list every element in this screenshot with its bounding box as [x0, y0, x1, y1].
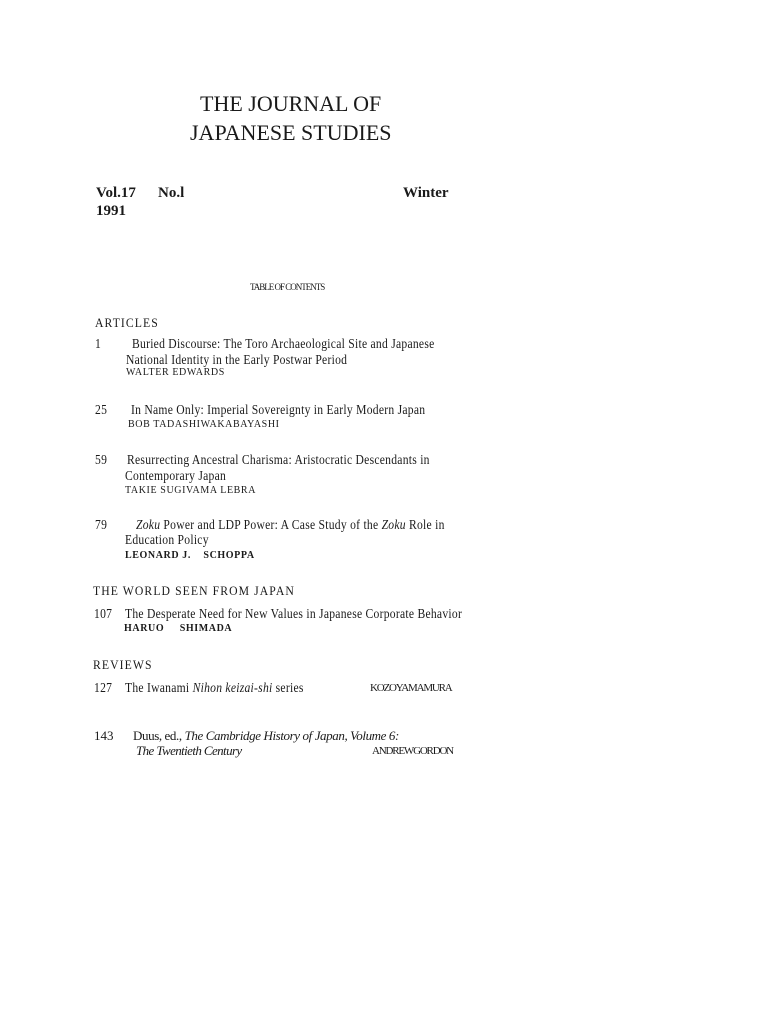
article-author: BOB TADASHIWAKABAYASHI: [128, 419, 280, 430]
article-title-cont: Contemporary Japan: [125, 468, 227, 483]
section-articles: ARTICLES: [95, 315, 159, 330]
section-world: THE WORLD SEEN FROM JAPAN: [93, 583, 295, 598]
article-author: WALTER EDWARDS: [126, 367, 225, 378]
page-number: 59: [95, 452, 108, 467]
issue-number: No.l: [158, 185, 185, 201]
review-author: KOZOYAMAMURA: [370, 682, 452, 694]
page-number: 143: [94, 728, 114, 743]
article-title-cont: National Identity in the Early Postwar Period: [126, 352, 348, 367]
title-text: The Iwanami: [125, 680, 193, 695]
review-title: [125, 681, 304, 695]
review-title: [133, 729, 399, 742]
article-author: HARUO SHIMADA: [124, 623, 233, 634]
section-reviews: REVIEWS: [93, 657, 153, 672]
italic-term: Zoku: [136, 517, 161, 532]
article-title: Resurrecting Ancestral Charisma: Aristocratic Descendants in: [127, 452, 430, 467]
year: 1991: [96, 203, 126, 219]
title-text: Power and LDP Power: A Case Study of the: [160, 517, 382, 532]
article-title: The Desperate Need for New Values in Japanese Corporate Behavior: [125, 606, 463, 621]
season: Winter: [403, 185, 449, 201]
article-title: [136, 518, 445, 532]
article-title: In Name Only: Imperial Sovereignty in Early Modern Japan: [131, 402, 426, 417]
italic-term: Nihon keizai-shi: [192, 680, 273, 695]
title-text: series: [272, 680, 304, 695]
review-author: ANDREWGORDON: [372, 745, 453, 757]
article-title-cont: Education Policy: [125, 532, 209, 547]
page-number: 127: [94, 680, 113, 695]
page-number: 25: [95, 402, 108, 417]
article-author: TAKIE SUGIVAMA LEBRA: [125, 485, 257, 496]
journal-title-line2: JAPANESE STUDIES: [190, 120, 392, 145]
title-text: Duus, ed.,: [133, 728, 185, 743]
italic-term: Zoku: [381, 517, 406, 532]
italic-title: The Cambridge History of Japan, Volume 6:: [184, 728, 399, 743]
review-title-cont: The Twentieth Century: [136, 743, 242, 758]
article-author: LEONARD J. SCHOPPA: [125, 550, 255, 561]
toc-heading: TABLE OF CONTENTS: [250, 282, 325, 292]
page-number: 107: [94, 606, 113, 621]
article-title: Buried Discourse: The Toro Archaeological Site and Japanese: [132, 336, 435, 351]
page-number: 79: [95, 517, 108, 532]
journal-title-line1: THE JOURNAL OF: [200, 91, 382, 116]
title-text: Role in: [405, 517, 445, 532]
page-number: 1: [95, 336, 102, 351]
volume: Vol.17: [96, 185, 136, 201]
